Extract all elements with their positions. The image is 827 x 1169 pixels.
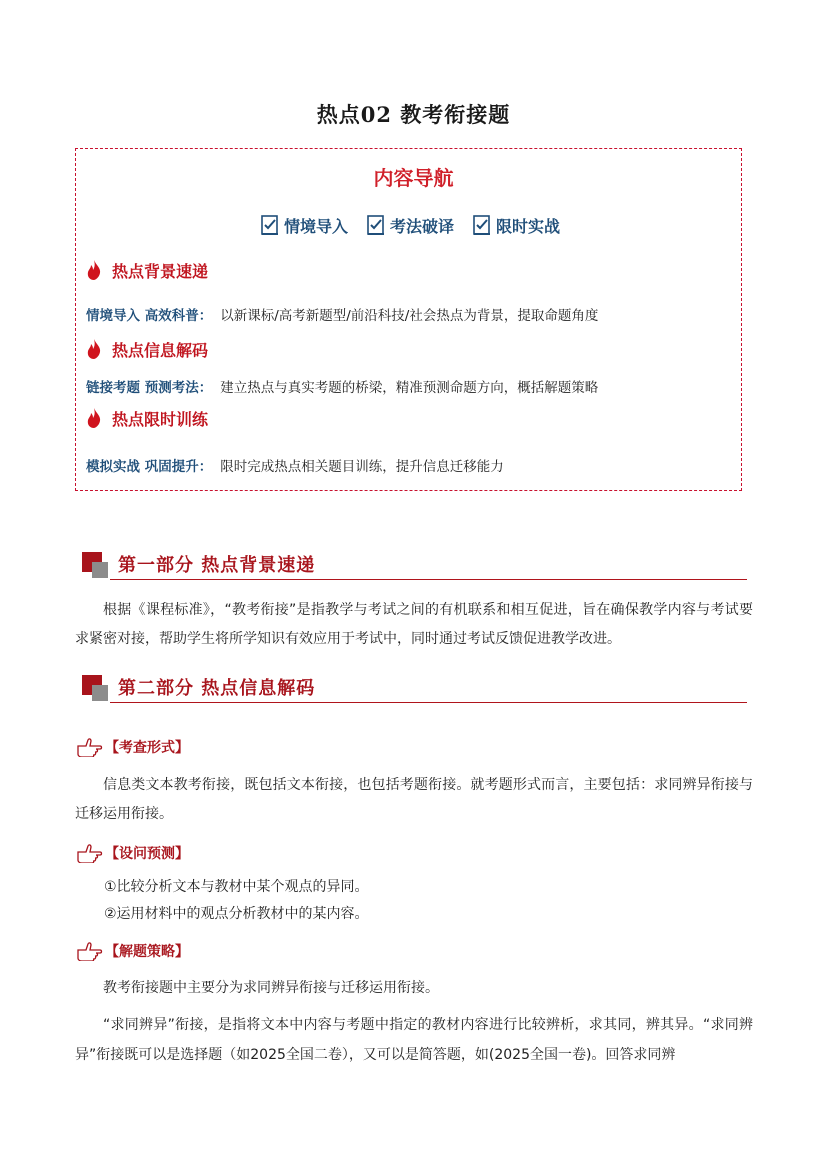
nav-line-text: 限时完成热点相关题目训练，提升信息迁移能力 [220, 459, 504, 475]
tab-situation[interactable] [259, 213, 348, 237]
section-heading-text: 热点限时训练 [112, 409, 209, 429]
nav-line-text: 建立热点与真实考题的桥梁，精准预测命题方向，概括解题策略 [220, 380, 599, 396]
strategy-heading [77, 941, 189, 961]
strategy-paragraph-2: “求同辨异”衔接，是指将文本中内容与考题中指定的教材内容进行比较辨析，求其同，辨其异。“求同辨异”衔接既可以是选择题（如2025全国二卷），又可以是简答题，如(2025全国一卷)。回答求同辨 [75, 1017, 753, 1063]
nav-line-3 [86, 455, 504, 475]
predict-item: ②运用材料中的观点分析教材中的某内容。 [104, 906, 369, 922]
tab-label: 情境导入 [284, 216, 349, 236]
document-check-icon [259, 214, 281, 236]
heading-square-icon [92, 685, 108, 701]
pointing-hand-icon [77, 843, 103, 863]
flame-icon [86, 408, 102, 428]
nav-line-1 [86, 304, 598, 324]
form-heading-text: 【考查形式】 [105, 740, 189, 756]
tab-practice[interactable] [471, 213, 560, 237]
section-heading-training [86, 406, 208, 430]
predict-heading-text: 【设问预测】 [105, 846, 189, 862]
part2-heading: 第二部分 热点信息解码 [118, 678, 316, 699]
predict-item: ①比较分析文本与教材中某个观点的异同。 [104, 879, 369, 895]
flame-icon [86, 260, 102, 280]
heading-underline [110, 702, 747, 703]
flame-icon [86, 339, 102, 359]
form-heading [77, 737, 189, 757]
tab-label: 限时实战 [496, 216, 561, 236]
part1-heading-bar [82, 550, 747, 580]
nav-title: 内容导航 [373, 166, 454, 190]
section-heading-background [86, 258, 208, 282]
heading-square-icon [92, 562, 108, 578]
nav-line-text: 以新课标/高考新题型/前沿科技/社会热点为背景，提取命题角度 [220, 308, 599, 324]
section-heading-text: 热点背景速递 [112, 261, 209, 281]
predict-heading [77, 843, 189, 863]
document-check-icon [471, 214, 493, 236]
section-heading-text: 热点信息解码 [112, 340, 209, 360]
part2-heading-bar [82, 673, 747, 703]
section-heading-decode [86, 337, 208, 361]
document-check-icon [365, 214, 387, 236]
pointing-hand-icon [77, 737, 103, 757]
pointing-hand-icon [77, 941, 103, 961]
strategy-paragraph-1: 教考衔接题中主要分为求同辨异衔接与迁移运用衔接。 [103, 980, 439, 996]
tab-method[interactable] [365, 213, 454, 237]
nav-line-2 [86, 376, 598, 396]
form-paragraph: 信息类文本教考衔接，既包括文本衔接，也包括考题衔接。就考题形式而言，主要包括：求同辨异衔接与迁移运用衔接。 [75, 777, 753, 822]
part1-paragraph: 根据《课程标准》，“教考衔接”是指教学与考试之间的有机联系和相互促进，旨在确保教学内容与考试要求紧密对接，帮助学生将所学知识有效应用于考试中，同时通过考试反馈促进教学改进。 [75, 602, 753, 647]
tab-label: 考法破译 [390, 216, 455, 236]
nav-line-key: 情境导入 高效科普： [86, 308, 213, 324]
nav-line-key: 模拟实战 巩固提升： [86, 459, 213, 475]
heading-underline [110, 579, 747, 580]
page-title: 热点02 教考衔接题 [316, 102, 511, 127]
nav-line-key: 链接考题 预测考法： [86, 380, 213, 396]
strategy-heading-text: 【解题策略】 [105, 944, 189, 960]
part1-heading: 第一部分 热点背景速递 [118, 555, 316, 576]
